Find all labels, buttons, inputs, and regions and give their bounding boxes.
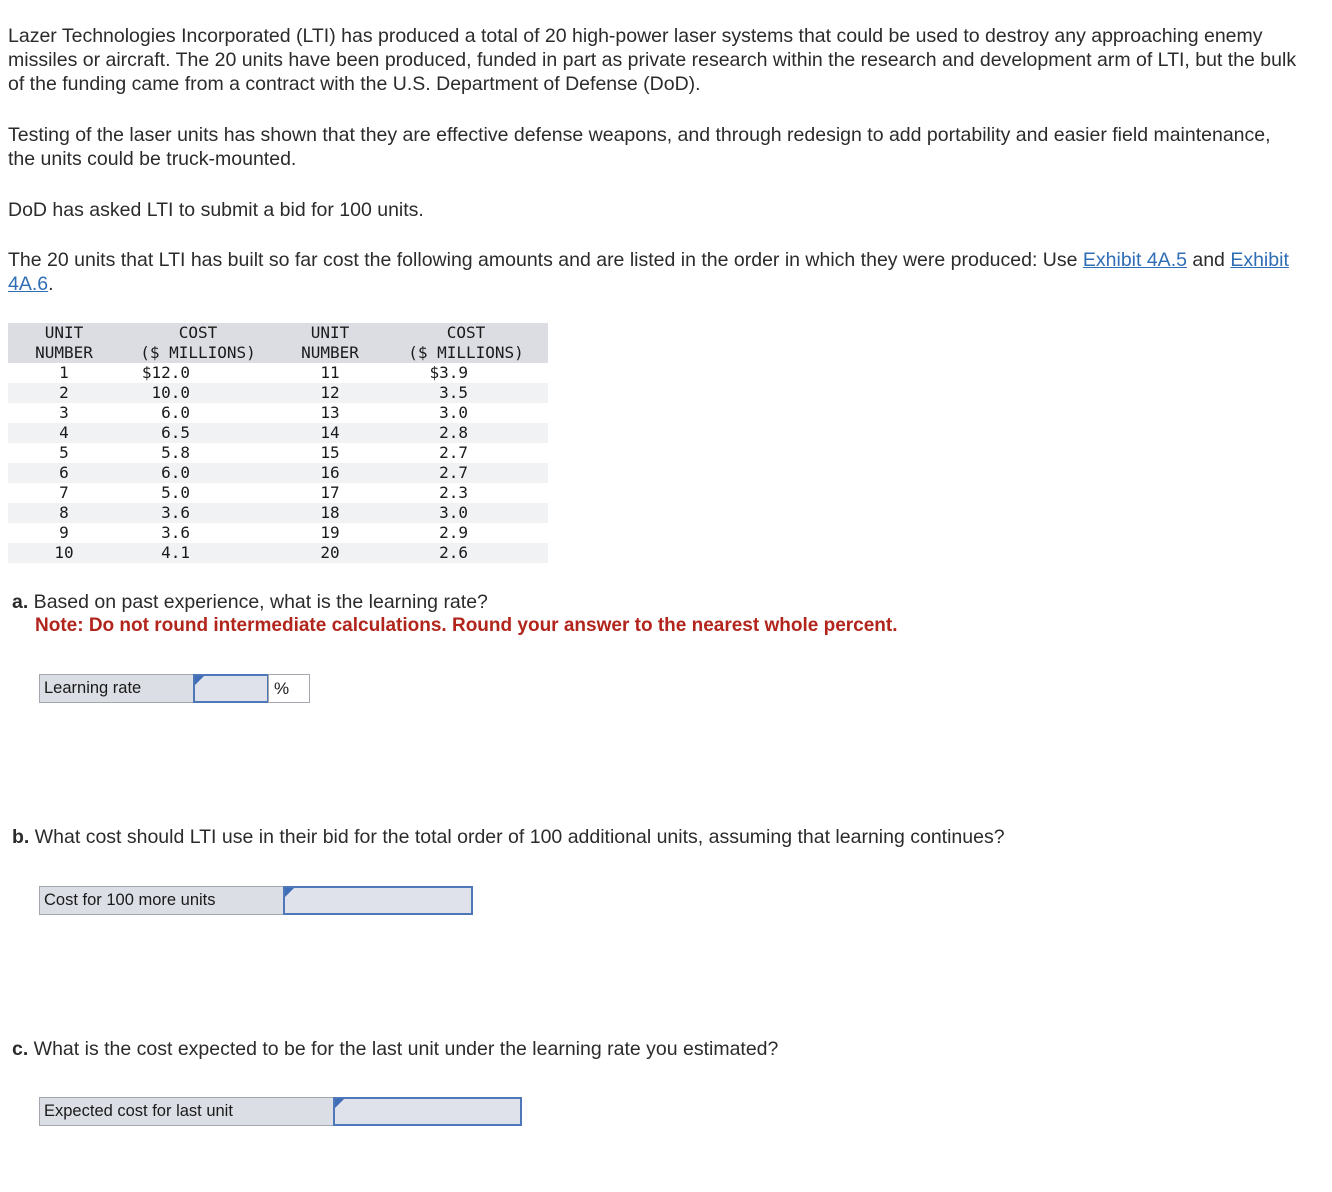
question-b-prefix: b. [12, 826, 30, 848]
cost-cell: 2.9 [439, 523, 468, 542]
table-body [8, 363, 548, 563]
header-cost-1: COST ($ MILLIONS) [140, 323, 256, 362]
unit-number-cell: 11 [320, 363, 340, 382]
unit-number-cell: 8 [59, 503, 69, 522]
question-c-prefix: c. [12, 1038, 29, 1060]
last-unit-cost-input[interactable] [333, 1097, 522, 1126]
table-row [8, 383, 548, 403]
intro-paragraph-2: Testing of the laser units has shown that they are effective defense weapons, and through redesign to add portability and easier field maintenance, the units could be truck-mounted. [8, 124, 1271, 170]
table-row [8, 423, 548, 443]
cost-cell: 10.0 [151, 383, 190, 402]
cost-cell: 2.7 [439, 463, 468, 482]
question-b [12, 825, 1005, 849]
unit-number-cell: 12 [320, 383, 340, 402]
header-unit-number-2: UNIT NUMBER [301, 323, 359, 362]
cost-cell: 2.3 [439, 483, 468, 502]
table-row [8, 523, 548, 543]
header-cost-2: COST ($ MILLIONS) [408, 323, 524, 362]
cost-cell: 4.1 [161, 543, 190, 562]
table-header-row [8, 323, 548, 363]
unit-number-cell: 6 [59, 463, 69, 482]
unit-number-cell: 19 [320, 523, 340, 542]
unit-number-cell: 14 [320, 423, 340, 442]
unit-number-cell: 20 [320, 543, 340, 562]
table-row [8, 363, 548, 383]
question-a [12, 590, 488, 614]
percent-unit-label: % [268, 674, 310, 703]
intro-and-text: and [1186, 249, 1231, 271]
unit-number-cell: 4 [59, 423, 69, 442]
unit-number-cell: 5 [59, 443, 69, 462]
unit-number-cell: 15 [320, 443, 340, 462]
cost-cell: 2.6 [439, 543, 468, 562]
cost-cell: 3.5 [439, 383, 468, 402]
unit-number-cell: 13 [320, 403, 340, 422]
cost-cell: 3.0 [439, 503, 468, 522]
table-row [8, 483, 548, 503]
cost-cell: $3.9 [429, 363, 468, 382]
table-row [8, 463, 548, 483]
cost-cell: 6.0 [161, 403, 190, 422]
unit-number-cell: 9 [59, 523, 69, 542]
table-row [8, 443, 548, 463]
question-a-prefix: a. [12, 591, 29, 613]
cost-cell: 2.8 [439, 423, 468, 442]
unit-cost-table [8, 323, 548, 563]
unit-number-cell: 7 [59, 483, 69, 502]
cost-cell: 3.6 [161, 503, 190, 522]
cost-cell: 3.0 [439, 403, 468, 422]
question-c-text: What is the cost expected to be for the last unit under the learning rate you estimated? [28, 1038, 779, 1060]
unit-number-cell: 10 [54, 543, 74, 562]
unit-number-cell: 1 [59, 363, 69, 382]
table-row [8, 543, 548, 563]
intro-paragraph-1: Lazer Technologies Incorporated (LTI) has produced a total of 20 high-power laser systems that could be used to destroy any approaching enemy missiles or aircraft. The 20 units have been produced, funded in part as private research within the research and development arm of LTI, but the bulk of the funding came from a contract with the U.S. Department of Defense (DoD). [8, 25, 1297, 95]
exhibit-4a6-link[interactable]: Exhibit 4A.6 [8, 249, 1289, 295]
unit-number-cell: 18 [320, 503, 340, 522]
intro-paragraph-4-text: The 20 units that LTI has built so far cost the following amounts and are listed in the order in which they were produced: Use [8, 249, 1083, 271]
cost-cell: 6.5 [161, 423, 190, 442]
unit-number-cell: 16 [320, 463, 340, 482]
intro-period: . [48, 273, 54, 295]
cost-cell: $12.0 [141, 363, 190, 382]
learning-rate-input[interactable] [193, 674, 269, 703]
table-row [8, 503, 548, 523]
question-b-text: What cost should LTI use in their bid for the total order of 100 additional units, assuming that learning continues? [29, 826, 1005, 848]
header-unit-number-1: UNIT NUMBER [35, 323, 93, 362]
cost-100-units-label: Cost for 100 more units [39, 886, 285, 915]
exhibit-4a5-link[interactable]: Exhibit 4A.5 [1082, 249, 1187, 271]
learning-rate-label: Learning rate [39, 674, 195, 703]
cost-cell: 2.7 [439, 443, 468, 462]
cost-cell: 6.0 [161, 463, 190, 482]
cost-100-units-input[interactable] [283, 886, 473, 915]
cost-cell: 5.8 [161, 443, 190, 462]
cost-cell: 5.0 [161, 483, 190, 502]
unit-number-cell: 17 [320, 483, 340, 502]
unit-number-cell: 2 [59, 383, 69, 402]
question-c [12, 1037, 778, 1061]
unit-number-cell: 3 [59, 403, 69, 422]
cost-cell: 3.6 [161, 523, 190, 542]
rounding-note: Note: Do not round intermediate calculations. Round your answer to the nearest whole percent. [35, 615, 898, 636]
intro-paragraph-3: DoD has asked LTI to submit a bid for 100 units. [8, 199, 424, 221]
table-row [8, 403, 548, 423]
intro-paragraph-4 [8, 248, 1298, 296]
question-a-text: Based on past experience, what is the learning rate? [28, 591, 488, 613]
last-unit-cost-label: Expected cost for last unit [39, 1097, 335, 1126]
